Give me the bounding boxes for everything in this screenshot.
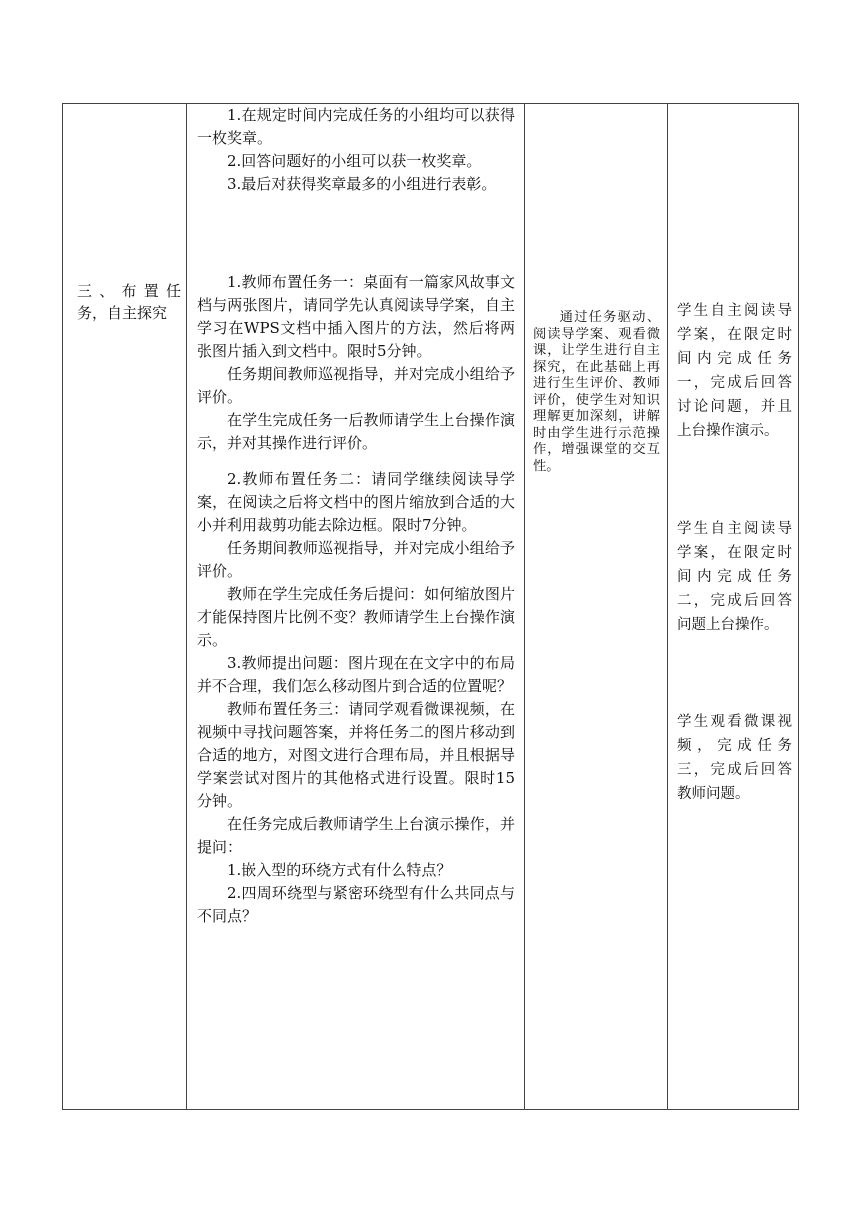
student-activity-text: 学生自主阅读导学案，在限定时间内完成任务一，完成后回答讨论问题，并且上台操作演示。 xyxy=(677,303,792,439)
teacher-activity-cell xyxy=(187,104,525,928)
task-paragraph: 2.教师布置任务二：请同学继续阅读导学案，在阅读之后将文档中的图片缩放到合适的大小并利用裁剪功能去除边框。限时7分钟。 xyxy=(197,470,515,534)
question-paragraph: 1.嵌入型的环绕方式有什么特点？ xyxy=(227,861,452,879)
rule-paragraph: 3.最后对获得奖章最多的小组进行表彰。 xyxy=(227,175,497,193)
task-paragraph: 3.教师提出问题：图片现在在文字中的布局并不合理，我们怎么移动图片到合适的位置呢？ xyxy=(197,654,515,695)
task-paragraph: 教师布置任务三：请同学观看微课视频，在视频中寻找问题答案，并将任务二的图片移动到合适的地方，对图文进行合理布局，并且根据导学案尝试对图片的其他格式进行设置。限时15分钟。 xyxy=(197,700,515,810)
design-intent-text: 通过任务驱动、阅读导学案、观看微课，让学生进行自主探究，在此基础上再进行生生评价、教师评价，使学生对知识理解更加深刻，讲解时由学生进行示范操作，增强课堂的交互性。 xyxy=(533,310,660,474)
lesson-plan-table xyxy=(62,103,799,1110)
task-paragraph: 任务期间教师巡视指导，并对完成小组给予评价。 xyxy=(197,539,515,580)
stage-title: 三、布置任务，自主探究 xyxy=(77,282,181,322)
rule-paragraph: 1.在规定时间内完成任务的小组均可以获得一枚奖章。 xyxy=(197,106,515,147)
student-activity-text: 学生自主阅读导学案，在限定时间内完成任务二，完成后回答问题上台操作。 xyxy=(677,521,792,633)
rule-paragraph: 2.回答问题好的小组可以获一枚奖章。 xyxy=(227,152,482,170)
student-activity-cell xyxy=(668,299,800,806)
stage-cell xyxy=(63,280,187,324)
task-paragraph: 教师在学生完成任务后提问：如何缩放图片才能保持图片比例不变？教师请学生上台操作演示。 xyxy=(197,585,515,649)
task-paragraph: 在学生完成任务一后教师请学生上台操作演示，并对其操作进行评价。 xyxy=(197,411,515,452)
task-paragraph: 1.教师布置任务一：桌面有一篇家风故事文档与两张图片，请同学先认真阅读导学案，自主学习在WPS文档中插入图片的方法，然后将两张图片插入到文档中。限时5分钟。 xyxy=(197,273,515,360)
design-intent-cell xyxy=(525,310,668,475)
task-paragraph: 任务期间教师巡视指导，并对完成小组给予评价。 xyxy=(197,365,515,406)
student-activity-text: 学生观看微课视频，完成任务三，完成后回答教师问题。 xyxy=(677,714,792,802)
question-paragraph: 2.四周环绕型与紧密环绕型有什么共同点与不同点？ xyxy=(197,884,515,925)
task-paragraph: 在任务完成后教师请学生上台演示操作，并提问： xyxy=(197,815,515,856)
